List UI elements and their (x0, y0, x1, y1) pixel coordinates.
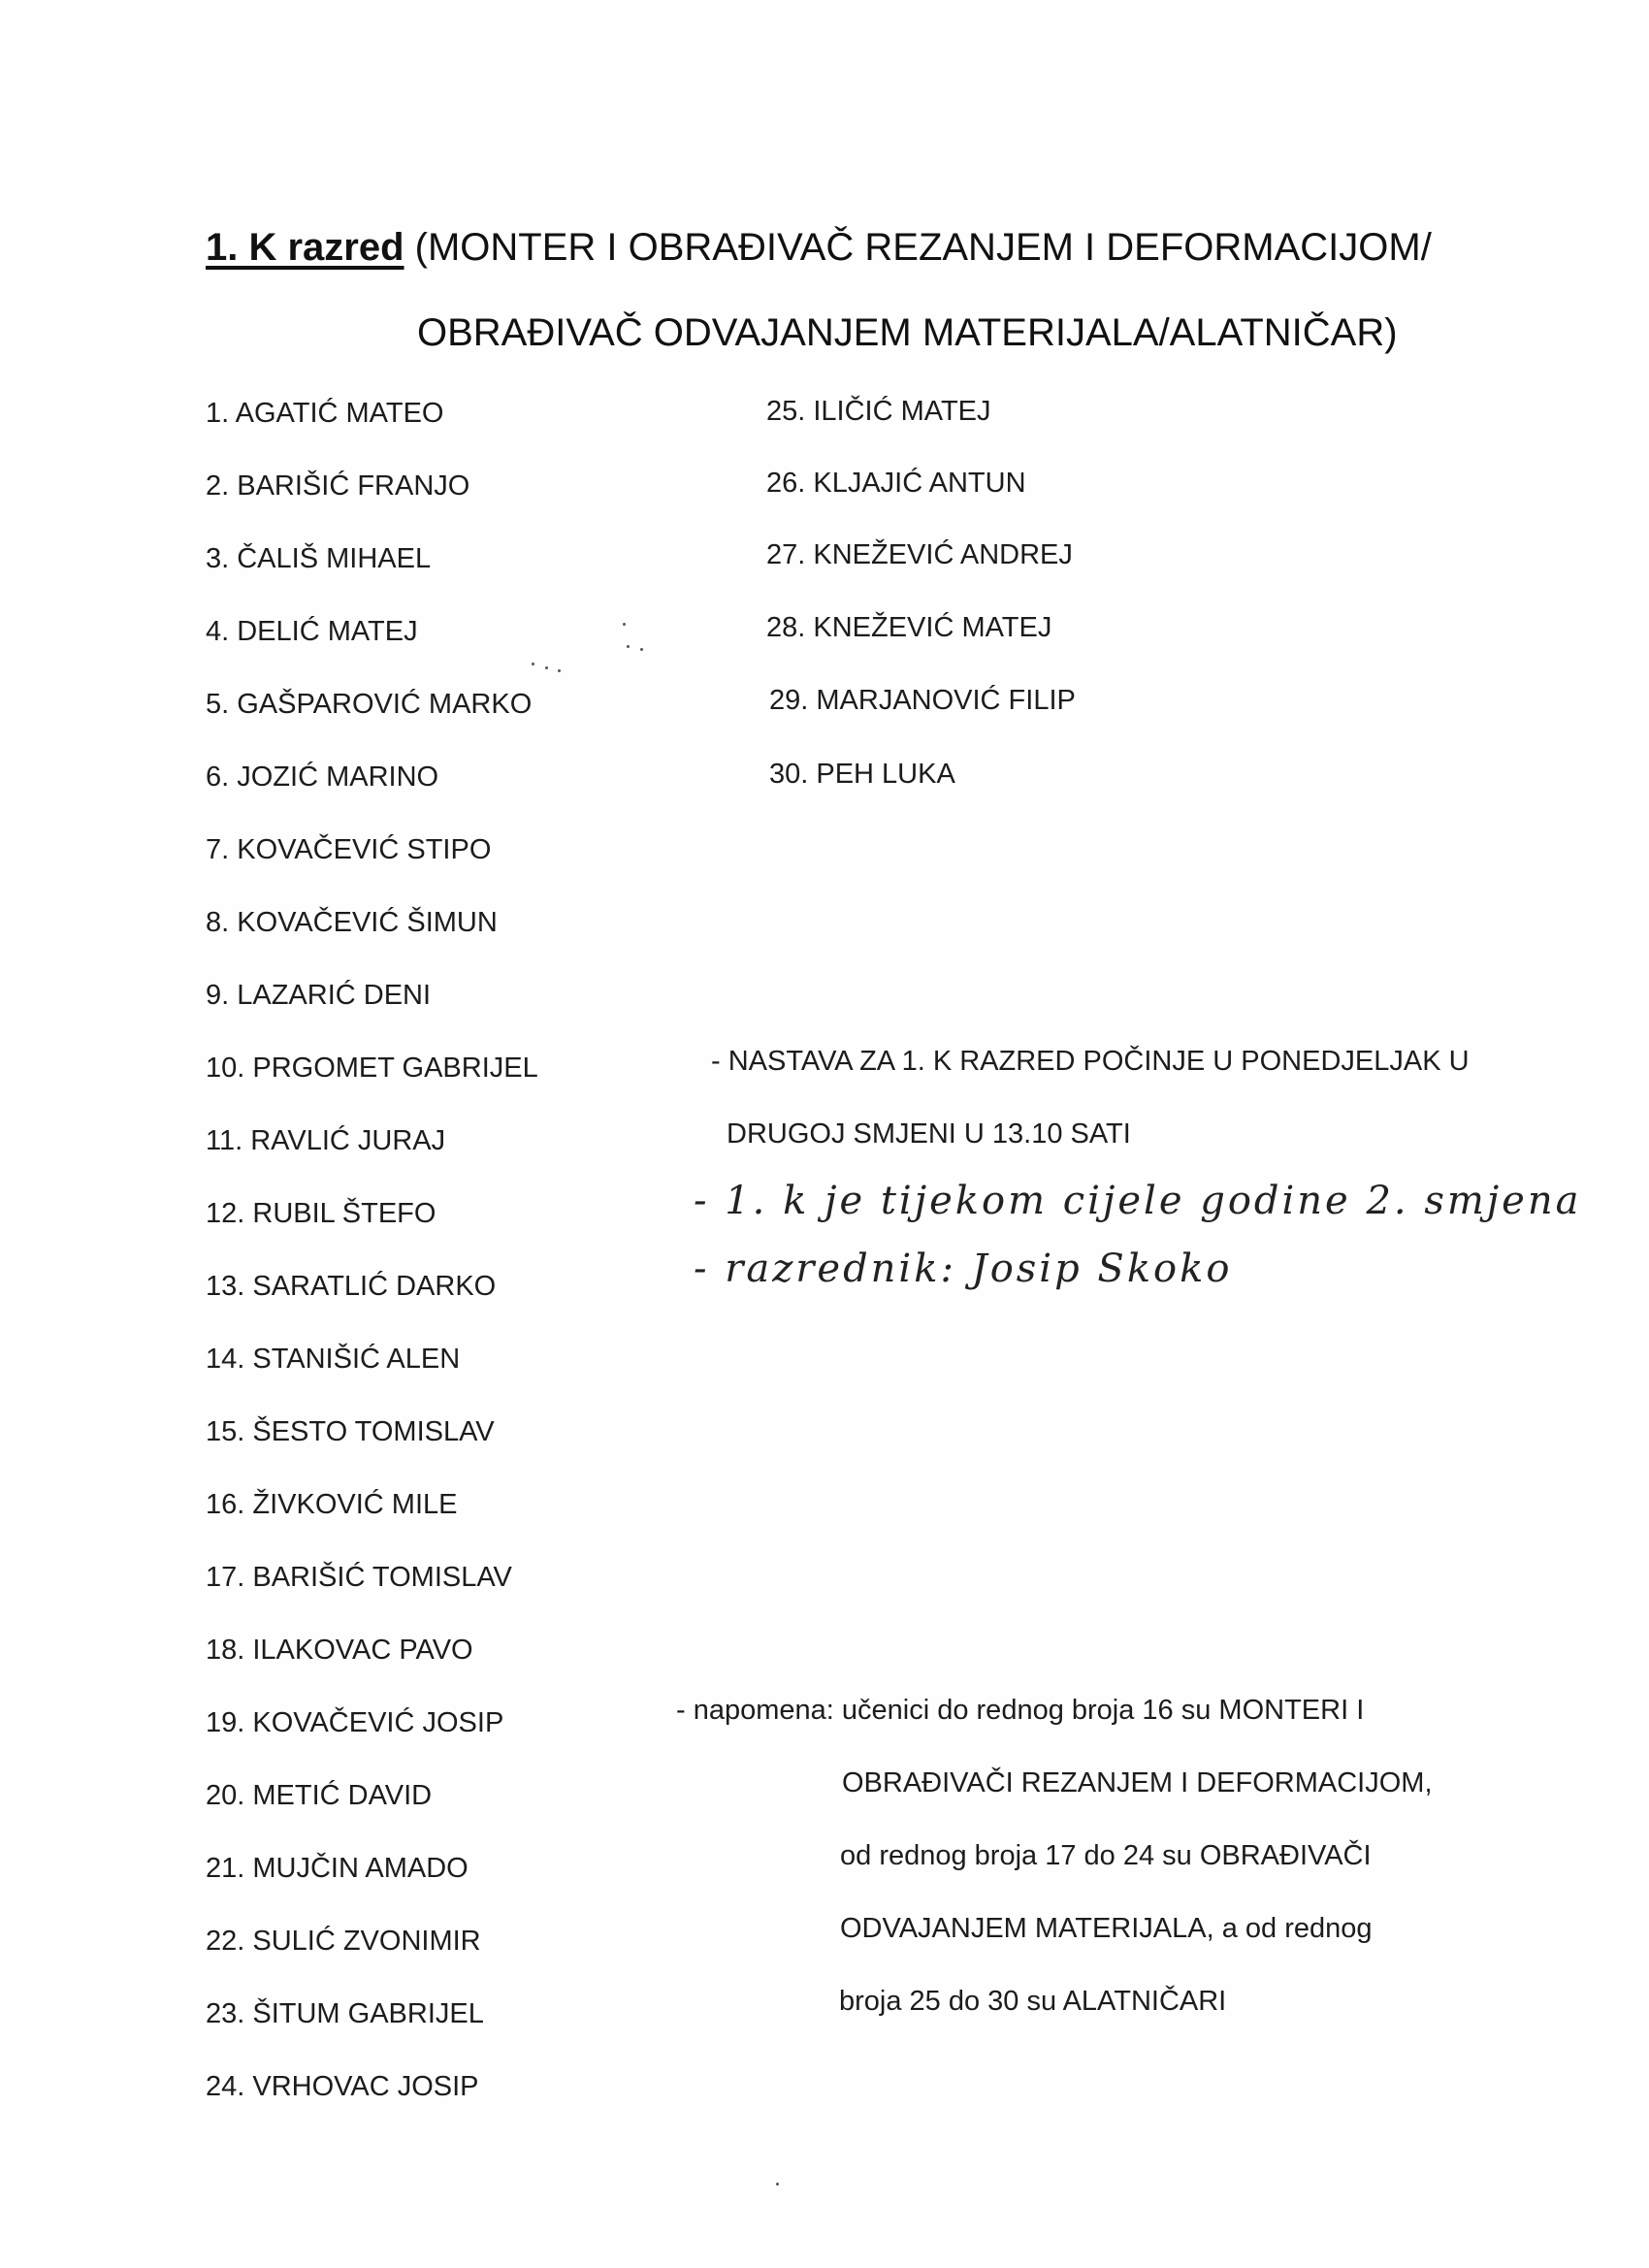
handwritten-note-2: - razrednik: Josip Skoko (694, 1247, 1233, 1291)
pen-mark (627, 645, 630, 648)
student-item: 26. KLJAJIĆ ANTUN (766, 468, 1026, 499)
student-item: 25. ILIČIĆ MATEJ (766, 396, 991, 427)
notice-line-1: - NASTAVA ZA 1. K RAZRED POČINJE U PONEDJELJAK U (711, 1046, 1470, 1077)
remark-line-3: od rednog broja 17 do 24 su OBRAĐIVAČI (840, 1840, 1372, 1871)
student-item: 3. ČALIŠ MIHAEL (206, 543, 432, 574)
student-item: 4. DELIĆ MATEJ (206, 616, 418, 647)
student-item: 23. ŠITUM GABRIJEL (206, 1998, 484, 2029)
remark-line-1: - napomena: učenici do rednog broja 16 su MONTERI I (676, 1695, 1365, 1726)
student-item: 11. RAVLIĆ JURAJ (206, 1125, 446, 1156)
pen-mark (776, 2183, 779, 2186)
student-item: 8. KOVAČEVIĆ ŠIMUN (206, 907, 498, 938)
student-item: 7. KOVAČEVIĆ STIPO (206, 834, 492, 865)
student-item: 9. LAZARIĆ DENI (206, 980, 432, 1011)
student-item: 22. SULIĆ ZVONIMIR (206, 1926, 481, 1957)
student-item: 20. METIĆ DAVID (206, 1780, 433, 1811)
pen-mark (532, 663, 534, 665)
student-item: 24. VRHOVAC JOSIP (206, 2071, 479, 2102)
student-item: 1. AGATIĆ MATEO (206, 398, 444, 429)
student-item: 16. ŽIVKOVIĆ MILE (206, 1489, 458, 1520)
student-item: 13. SARATLIĆ DARKO (206, 1271, 497, 1302)
remark-line-2: OBRAĐIVAČI REZANJEM I DEFORMACIJOM, (842, 1767, 1433, 1798)
student-item: 2. BARIŠIĆ FRANJO (206, 470, 470, 502)
student-item: 17. BARIŠIĆ TOMISLAV (206, 1562, 512, 1593)
student-item: 18. ILAKOVAC PAVO (206, 1635, 473, 1666)
student-item: 30. PEH LUKA (769, 759, 955, 790)
pen-mark (545, 666, 548, 669)
pen-mark (640, 648, 643, 651)
student-item: 28. KNEŽEVIĆ MATEJ (766, 612, 1052, 643)
heading-line-2: OBRAĐIVAČ ODVAJANJEM MATERIJALA/ALATNIČAR) (417, 311, 1398, 354)
remark-line-4: ODVAJANJEM MATERIJALA, a od rednog (840, 1913, 1373, 1944)
student-item: 29. MARJANOVIĆ FILIP (769, 685, 1076, 716)
pen-mark (623, 623, 626, 626)
class-label: 1. K razred (206, 226, 404, 269)
heading-line-1-rest: (MONTER I OBRAĐIVAČ REZANJEM I DEFORMACIJOM/ (404, 226, 1432, 269)
heading-line-1 (206, 228, 1432, 267)
student-item: 14. STANIŠIĆ ALEN (206, 1344, 461, 1375)
student-item: 21. MUJČIN AMADO (206, 1853, 469, 1884)
student-item: 10. PRGOMET GABRIJEL (206, 1053, 538, 1084)
student-item: 15. ŠESTO TOMISLAV (206, 1416, 495, 1447)
student-item: 5. GAŠPAROVIĆ MARKO (206, 689, 533, 720)
notice-line-2: DRUGOJ SMJENI U 13.10 SATI (727, 1118, 1131, 1150)
student-item: 6. JOZIĆ MARINO (206, 761, 439, 793)
pen-mark (558, 669, 561, 672)
student-item: 27. KNEŽEVIĆ ANDREJ (766, 539, 1073, 570)
student-item: 19. KOVAČEVIĆ JOSIP (206, 1707, 504, 1738)
remark-line-5: broja 25 do 30 su ALATNIČARI (839, 1986, 1227, 2017)
student-item: 12. RUBIL ŠTEFO (206, 1198, 436, 1229)
handwritten-note-1: - 1. k je tijekom cijele godine 2. smjena (694, 1179, 1582, 1223)
